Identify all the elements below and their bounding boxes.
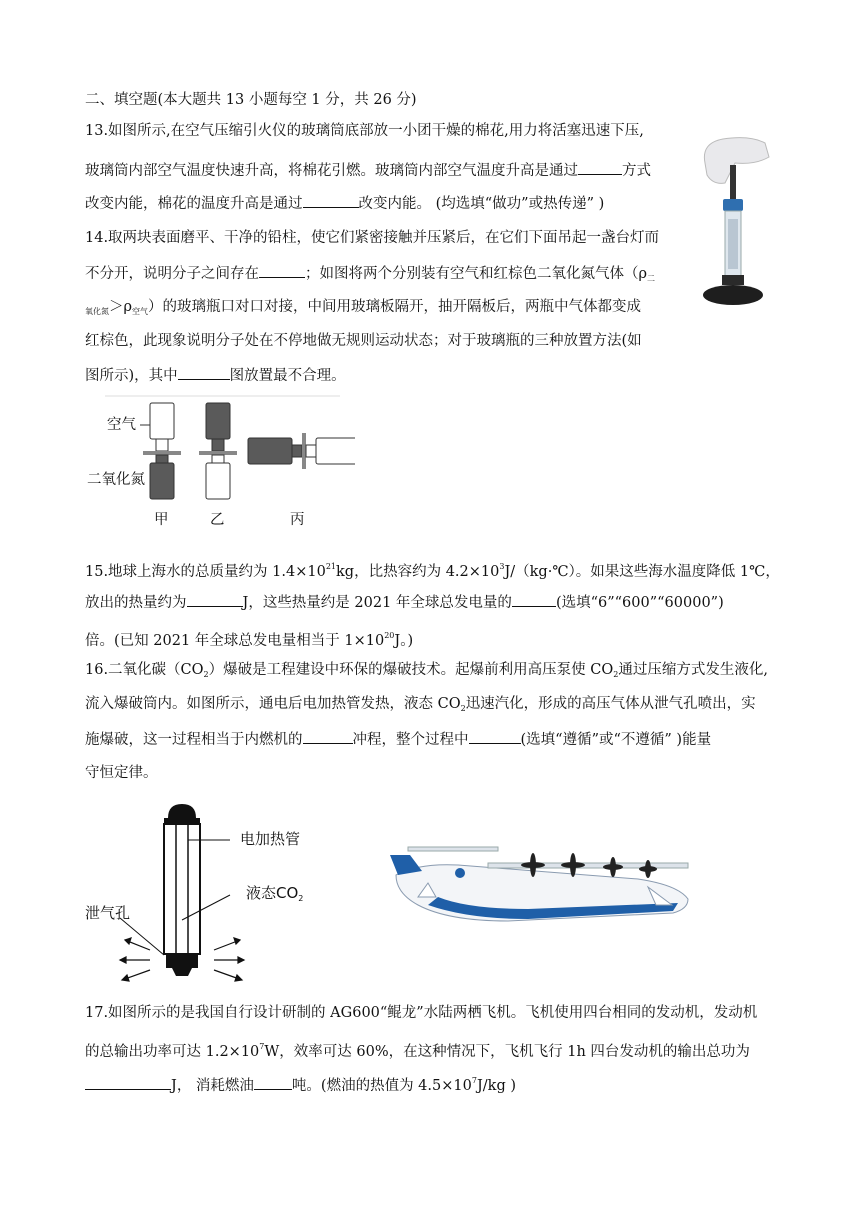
- q15-line-3: [85, 626, 413, 651]
- q14-line-5: [85, 365, 346, 386]
- label-liquid-co2: [246, 882, 303, 903]
- q14-text: 不分开，说明分子之间存在: [85, 266, 259, 282]
- q15-text: J，这些热量约是 2021 年全球总发电量的: [242, 595, 512, 611]
- q13-line-1: 13.如图所示,在空气压缩引火仪的玻璃筒底部放一小团干燥的棉花,用力将活塞迅速下压,: [85, 123, 644, 139]
- q13-line-2: [85, 160, 651, 181]
- q16-text: 冲程，整个过程中: [352, 732, 469, 748]
- q16-line-1: [85, 660, 768, 685]
- q14-text: ；如图将两个分别装有空气和红棕色二氧化氮气体（ρ: [305, 266, 648, 282]
- bottle-pair-yi: [199, 403, 237, 499]
- exponent: 7: [471, 1076, 477, 1085]
- q13-text: 方式: [622, 163, 651, 179]
- q16-text: 通过压缩方式发生液化,: [618, 662, 768, 678]
- q14-line-4: 红棕色，此现象说明分子处在不停地做无规则运动状态；对于玻璃瓶的三种放置方法(如: [85, 333, 642, 349]
- q17-text: 吨。(燃油的热值为 4.5×10: [291, 1078, 472, 1094]
- q14-text: 图所示)，其中: [85, 368, 178, 384]
- answer-blank[interactable]: [469, 729, 521, 744]
- q13-text: 玻璃筒内部空气温度快速升高，将棉花引燃。玻璃筒内部空气温度升高是通过: [85, 163, 578, 179]
- q15-line-2: [85, 592, 724, 613]
- q14-text: ）的玻璃瓶口对口对接，中间用玻璃板隔开，抽开隔板后，两瓶中气体都变成: [148, 299, 642, 315]
- q16-line-4: 守恒定律。: [85, 765, 158, 781]
- base: [703, 285, 763, 305]
- q14-line-3: [85, 297, 641, 322]
- answer-blank[interactable]: [303, 729, 353, 744]
- answer-blank[interactable]: [512, 592, 556, 607]
- q16-text: ）爆破是工程建设中环保的爆破技术。起爆前利用高压泵使 CO: [208, 662, 614, 678]
- q17-text: 的总输出功率可达 1.2×10: [85, 1044, 260, 1060]
- answer-blank[interactable]: [85, 1075, 171, 1090]
- q17-text: W，效率可达 60%，在这种情况下，飞机飞行 1h 四台发动机的输出总功为: [264, 1044, 750, 1060]
- subscript: 2: [203, 670, 209, 679]
- q15-line-1: [85, 557, 780, 582]
- q17-line-3: [85, 1071, 516, 1096]
- answer-blank[interactable]: [303, 193, 359, 208]
- q17-line-1: 17.如图所示的是我国自行设计研制的 AG600“鲲龙”水陆两栖飞机。飞机使用四台相同的发动机，发动机: [85, 1005, 758, 1021]
- q15-text: 放出的热量约为: [85, 595, 187, 611]
- rho-subscript: 空气: [132, 307, 149, 316]
- co2-blasting-figure: [80, 800, 320, 990]
- subscript: 2: [613, 670, 619, 679]
- q13-line-3: [85, 193, 604, 214]
- q16-line-3: [85, 729, 711, 750]
- label-air: 空气: [107, 417, 136, 433]
- piston-rod: [730, 165, 736, 203]
- tube-inner: [728, 219, 738, 269]
- q15-text: (选填“6”“600”“60000”): [555, 595, 724, 611]
- q16-text: 流入爆破筒内。如图所示，通电后电加热管发热，液态 CO: [85, 696, 461, 712]
- q15-text: 倍。(已知 2021 年全球总发电量相当于 1×10: [85, 633, 385, 649]
- caption-bing: 丙: [290, 512, 305, 528]
- rho-subscript: 氧化氮: [85, 307, 109, 316]
- subscript: 2: [460, 704, 466, 713]
- q14-line-2: [85, 263, 655, 289]
- label-vent-hole: 泄气孔: [85, 904, 131, 922]
- q16-text: 施爆破，这一过程相当于内燃机的: [85, 732, 303, 748]
- q15-text: J。): [394, 633, 414, 649]
- rho-subscript: 二: [647, 274, 656, 283]
- label-liquid-co2-text: 液态CO: [246, 884, 299, 902]
- q14-text: ＞ρ: [109, 299, 133, 315]
- q17-text: J， 消耗燃油: [171, 1078, 254, 1094]
- answer-blank[interactable]: [259, 263, 305, 278]
- exponent: 3: [499, 562, 505, 571]
- hand-icon: [704, 138, 769, 184]
- bottle-arrangement-figure: [85, 395, 355, 530]
- q17-text: J/kg ): [476, 1078, 516, 1094]
- q15-text: J/（kg·℃）。如果这些海水温度降低 1℃，: [504, 564, 780, 580]
- q13-text: 改变内能。 (均选填“做功”或热传递” ): [358, 196, 605, 212]
- caption-yi: 乙: [210, 512, 225, 528]
- bottle-pair-jia: [143, 403, 181, 499]
- q15-text: kg，比热容约为 4.2×10: [336, 564, 500, 580]
- answer-blank[interactable]: [178, 365, 230, 380]
- exponent: 21: [325, 562, 337, 571]
- answer-blank[interactable]: [187, 592, 243, 607]
- tube-holder: [722, 275, 744, 285]
- answer-blank[interactable]: [578, 160, 622, 175]
- exponent: 7: [259, 1042, 265, 1051]
- q13-text: 改变内能，棉花的温度升高是通过: [85, 196, 303, 212]
- bottle-pair-bing: [248, 433, 355, 469]
- q16-line-2: [85, 694, 756, 719]
- caption-jia: 甲: [154, 512, 169, 528]
- syringe-cap: [723, 199, 743, 211]
- q14-line-1: 14.取两块表面磨平、干净的铅柱，使它们紧密接触并压紧后，在它们下面吊起一盏台灯而: [85, 230, 660, 246]
- fire-syringe-figure: [695, 135, 775, 315]
- ag600-plane-figure: [388, 835, 698, 930]
- q16-text: 16.二氧化碳（CO: [85, 662, 204, 678]
- label-liquid-co2-sub: 2: [298, 894, 304, 903]
- q15-text: 15.地球上海水的总质量约为 1.4×10: [85, 564, 326, 580]
- q14-text: 图放置最不合理。: [229, 368, 346, 384]
- q17-line-2: [85, 1037, 750, 1062]
- q16-text: 迅速汽化，形成的高压气体从泄气孔喷出，实: [465, 696, 756, 712]
- section-title: 二、填空题(本大题共 13 小题每空 1 分，共 26 分): [85, 92, 417, 108]
- exponent: 20: [384, 631, 395, 640]
- answer-blank[interactable]: [254, 1075, 292, 1090]
- label-no2: 二氧化氮: [87, 472, 145, 488]
- q16-text: (选填“遵循”或“不遵循” )能量: [520, 732, 712, 748]
- label-heater-tube: 电加热管: [240, 830, 301, 848]
